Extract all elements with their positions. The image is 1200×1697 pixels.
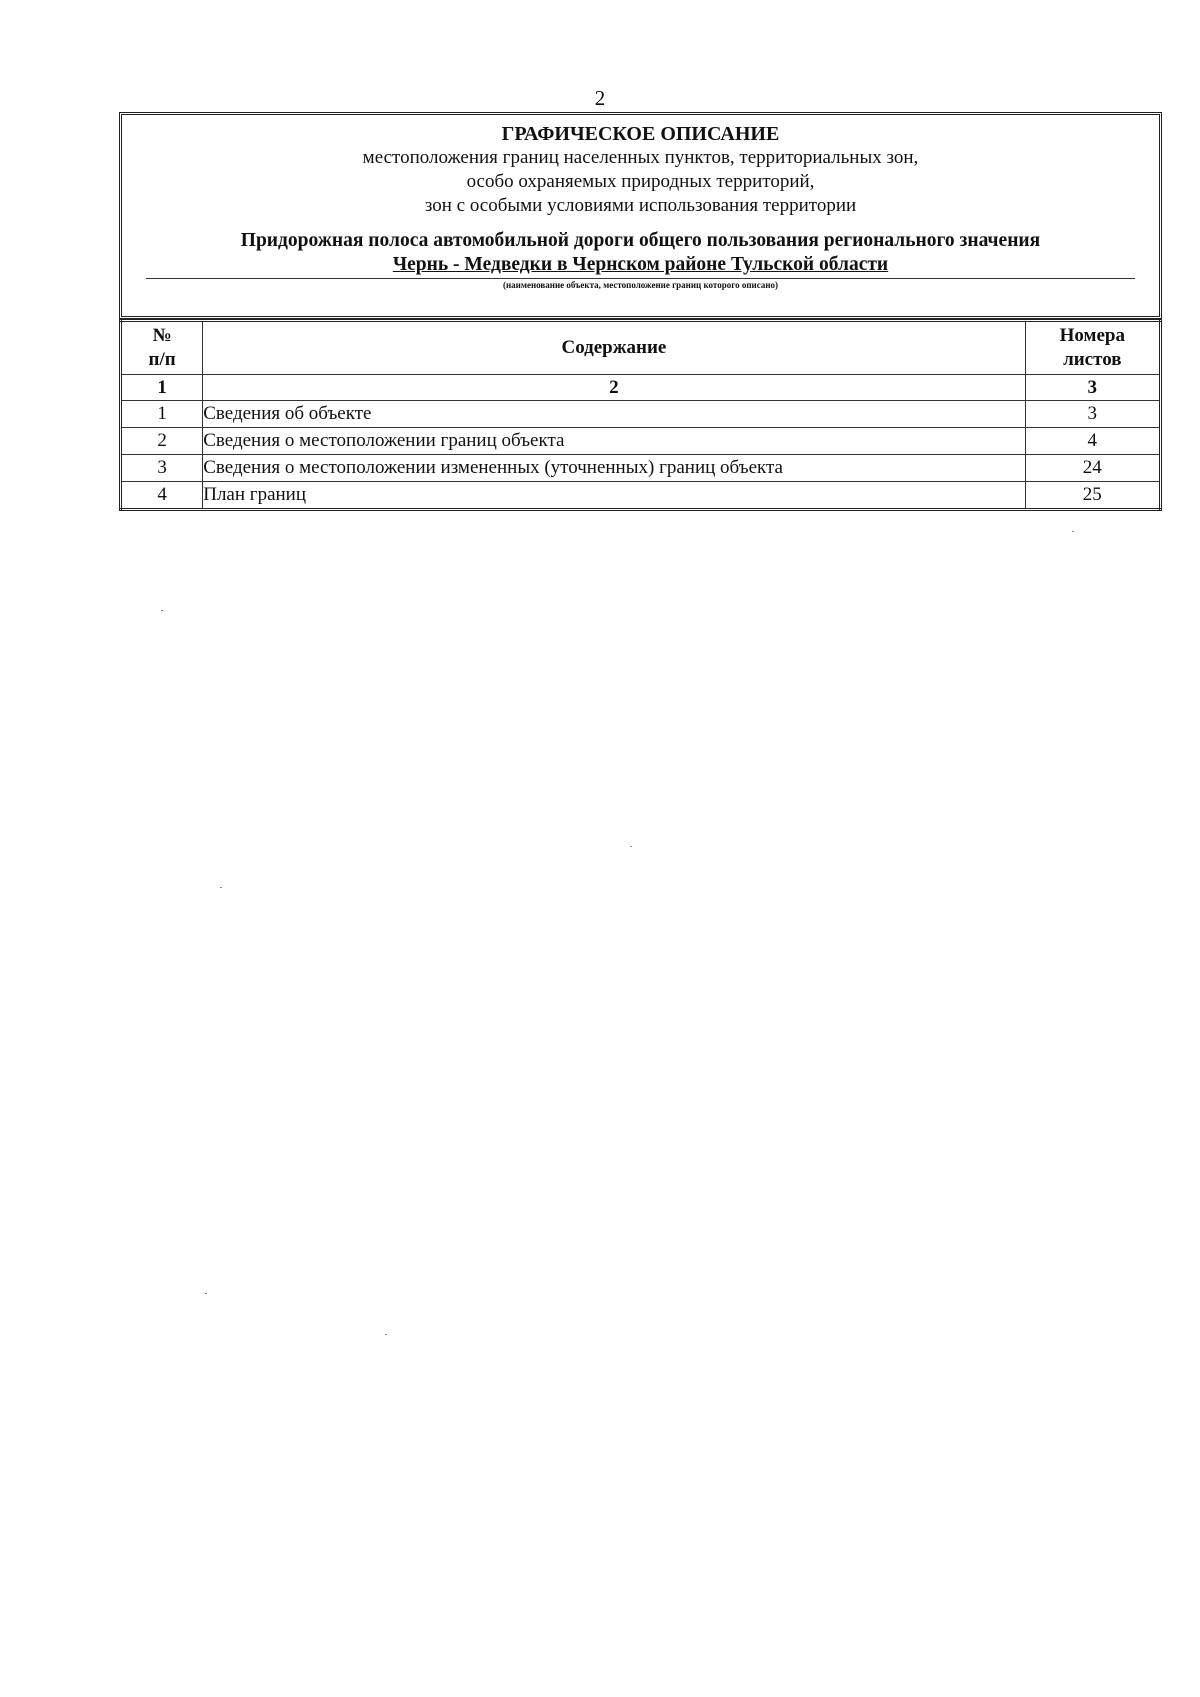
column-number-row: [121, 375, 1161, 401]
row-content: Сведения о местоположении измененных (уточненных) границ объекта: [203, 455, 1025, 482]
row-content: Сведения об объекте: [203, 401, 1025, 428]
object-name-underline: [146, 278, 1135, 279]
object-name-line-2: Чернь - Медведки в Чернском районе Тульской области: [392, 254, 889, 275]
object-name-line-1: Придорожная полоса автомобильной дороги общего пользования регионального значения: [240, 230, 1041, 251]
row-num: 2: [121, 428, 203, 455]
object-name: [122, 229, 1159, 277]
scan-speck: [220, 887, 222, 888]
scan-speck: [630, 846, 632, 847]
header-content: Содержание: [203, 321, 1025, 375]
description-line-3: зон с особыми условиями использования территории: [424, 195, 857, 216]
header-num-line-1: №: [152, 325, 172, 346]
scan-speck: [205, 1293, 207, 1294]
table-row: [121, 455, 1161, 482]
row-num: 1: [121, 401, 203, 428]
document-header: [119, 112, 1162, 319]
table-row: [121, 482, 1161, 510]
table-row: [121, 401, 1161, 428]
header-pages-line-1: Номера: [1059, 325, 1125, 346]
description-line-1: местоположения границ населенных пунктов, территориальных зон,: [362, 147, 919, 168]
row-pages: 24: [1025, 455, 1160, 482]
row-num: 4: [121, 482, 203, 510]
row-pages: 3: [1025, 401, 1160, 428]
row-pages: 25: [1025, 482, 1160, 510]
scan-speck: [1072, 531, 1074, 532]
column-number: 2: [203, 375, 1025, 401]
scan-speck: [161, 610, 163, 611]
page-number: 2: [594, 86, 606, 110]
column-number: 1: [121, 375, 203, 401]
table-row: [121, 428, 1161, 455]
table-header-row: [121, 321, 1161, 375]
row-num: 3: [121, 455, 203, 482]
header-num-line-2: п/п: [148, 349, 176, 370]
document-title: ГРАФИЧЕСКОЕ ОПИСАНИЕ: [501, 123, 780, 145]
header-pages-line-2: листов: [1063, 349, 1122, 370]
contents-table: [119, 319, 1162, 511]
scan-speck: [385, 1334, 387, 1335]
object-name-caption: (наименование объекта, местоположение границ которого описано): [502, 280, 779, 290]
row-content: Сведения о местоположении границ объекта: [203, 428, 1025, 455]
row-content: План границ: [203, 482, 1025, 510]
column-number: 3: [1025, 375, 1160, 401]
row-pages: 4: [1025, 428, 1160, 455]
description-line-2: особо охраняемых природных территорий,: [466, 171, 815, 192]
header-num: [121, 321, 203, 375]
header-pages: [1025, 321, 1160, 375]
